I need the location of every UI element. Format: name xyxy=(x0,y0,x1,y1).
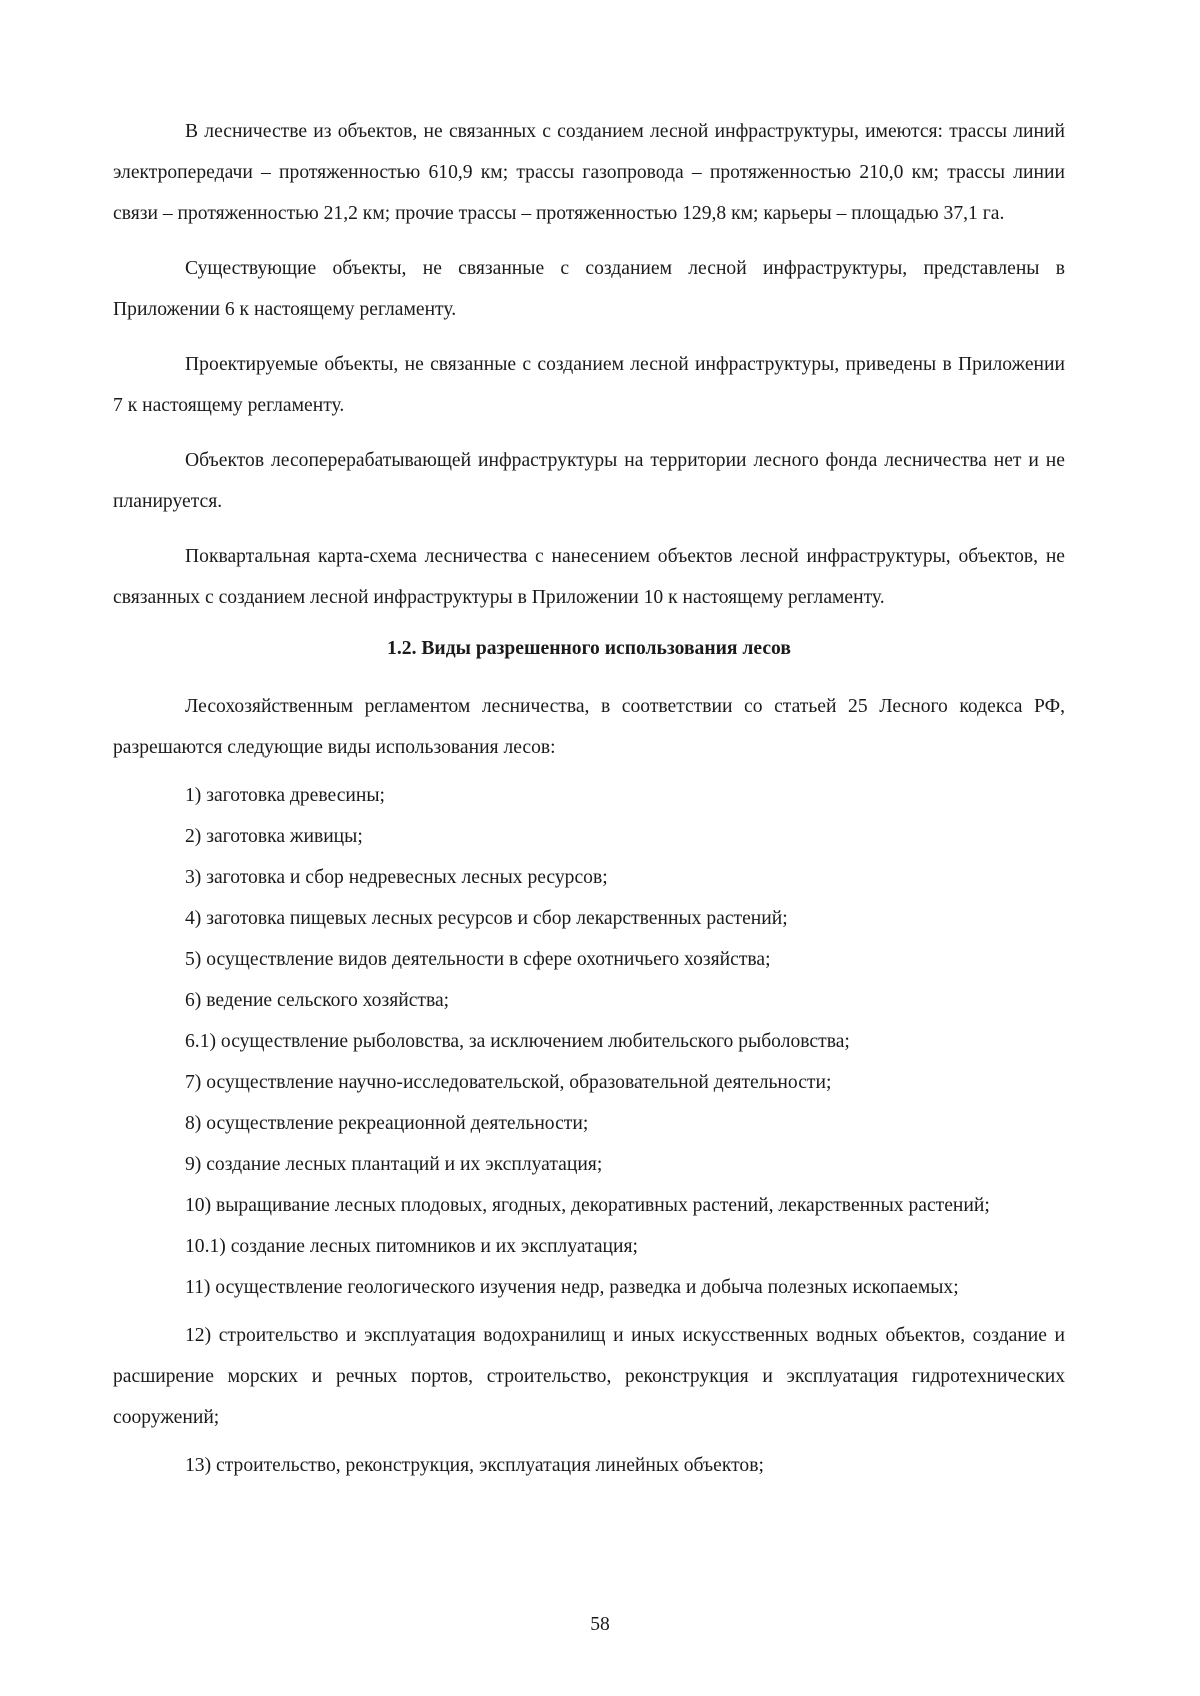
section-heading: 1.2. Виды разрешенного использования лесов xyxy=(387,638,791,659)
list-item: 13) строительство, реконструкция, эксплуатация линейных объектов; xyxy=(185,1455,764,1476)
paragraph-map-scheme: Поквартальная карта-схема лесничества с нанесением объектов лесной инфраструктуры, объектов, не связанных с созданием лесной инфраструктуры в Приложении 10 к настоящему регламенту. xyxy=(113,546,1065,608)
paragraph-non-infrastructure-objects: В лесничестве из объектов, не связанных с созданием лесной инфраструктуры, имеются: трассы линий электропередачи – протяженностью 610,9 км; трассы газопровода – протяженностью 210,0 км; трассы линии связи – протяженностью 21,2 км; прочие трассы – протяженностью 129,8 км; карьеры – площадью 37,1 га. xyxy=(113,121,1065,224)
list-item: 4) заготовка пищевых лесных ресурсов и сбор лекарственных растений; xyxy=(185,908,788,929)
list-item: 9) создание лесных плантаций и их эксплуатация; xyxy=(185,1154,603,1175)
list-item: 6.1) осуществление рыболовства, за исключением любительского рыболовства; xyxy=(185,1031,850,1052)
list-item: 12) строительство и эксплуатация водохранилищ и иных искусственных водных объектов, создание и расширение морских и речных портов, строительство, реконструкция и эксплуатация гидротехнических сооружений; xyxy=(113,1325,1065,1428)
forest-use-list xyxy=(113,782,1065,1479)
list-item: 5) осуществление видов деятельности в сфере охотничьего хозяйства; xyxy=(185,949,771,970)
paragraph-planned-objects: Проектируемые объекты, не связанные с созданием лесной инфраструктуры, приведены в Приложении 7 к настоящему регламенту. xyxy=(113,354,1065,416)
list-item: 10) выращивание лесных плодовых, ягодных, декоративных растений, лекарственных растений; xyxy=(185,1195,990,1216)
paragraph-wood-processing: Объектов лесоперерабатывающей инфраструктуры на территории лесного фонда лесничества нет и не планируется. xyxy=(113,450,1065,512)
list-item: 3) заготовка и сбор недревесных лесных ресурсов; xyxy=(185,867,608,888)
page-number: 58 xyxy=(590,1614,610,1635)
paragraph-intro: Лесохозяйственным регламентом лесничества, в соответствии со статьей 25 Лесного кодекса РФ, разрешаются следующие виды использования лесов: xyxy=(113,696,1065,758)
list-item: 10.1) создание лесных питомников и их эксплуатация; xyxy=(185,1236,638,1257)
list-item: 8) осуществление рекреационной деятельности; xyxy=(185,1113,589,1134)
list-item: 1) заготовка древесины; xyxy=(185,785,385,806)
list-item: 6) ведение сельского хозяйства; xyxy=(185,990,450,1011)
page-body xyxy=(113,111,1065,1493)
list-item: 11) осуществление геологического изучения недр, разведка и добыча полезных ископаемых; xyxy=(185,1277,959,1298)
paragraph-existing-objects: Существующие объекты, не связанные с созданием лесной инфраструктуры, представлены в Приложении 6 к настоящему регламенту. xyxy=(113,258,1065,320)
list-item: 7) осуществление научно-исследовательской, образовательной деятельности; xyxy=(185,1072,832,1093)
list-item: 2) заготовка живицы; xyxy=(185,826,363,847)
